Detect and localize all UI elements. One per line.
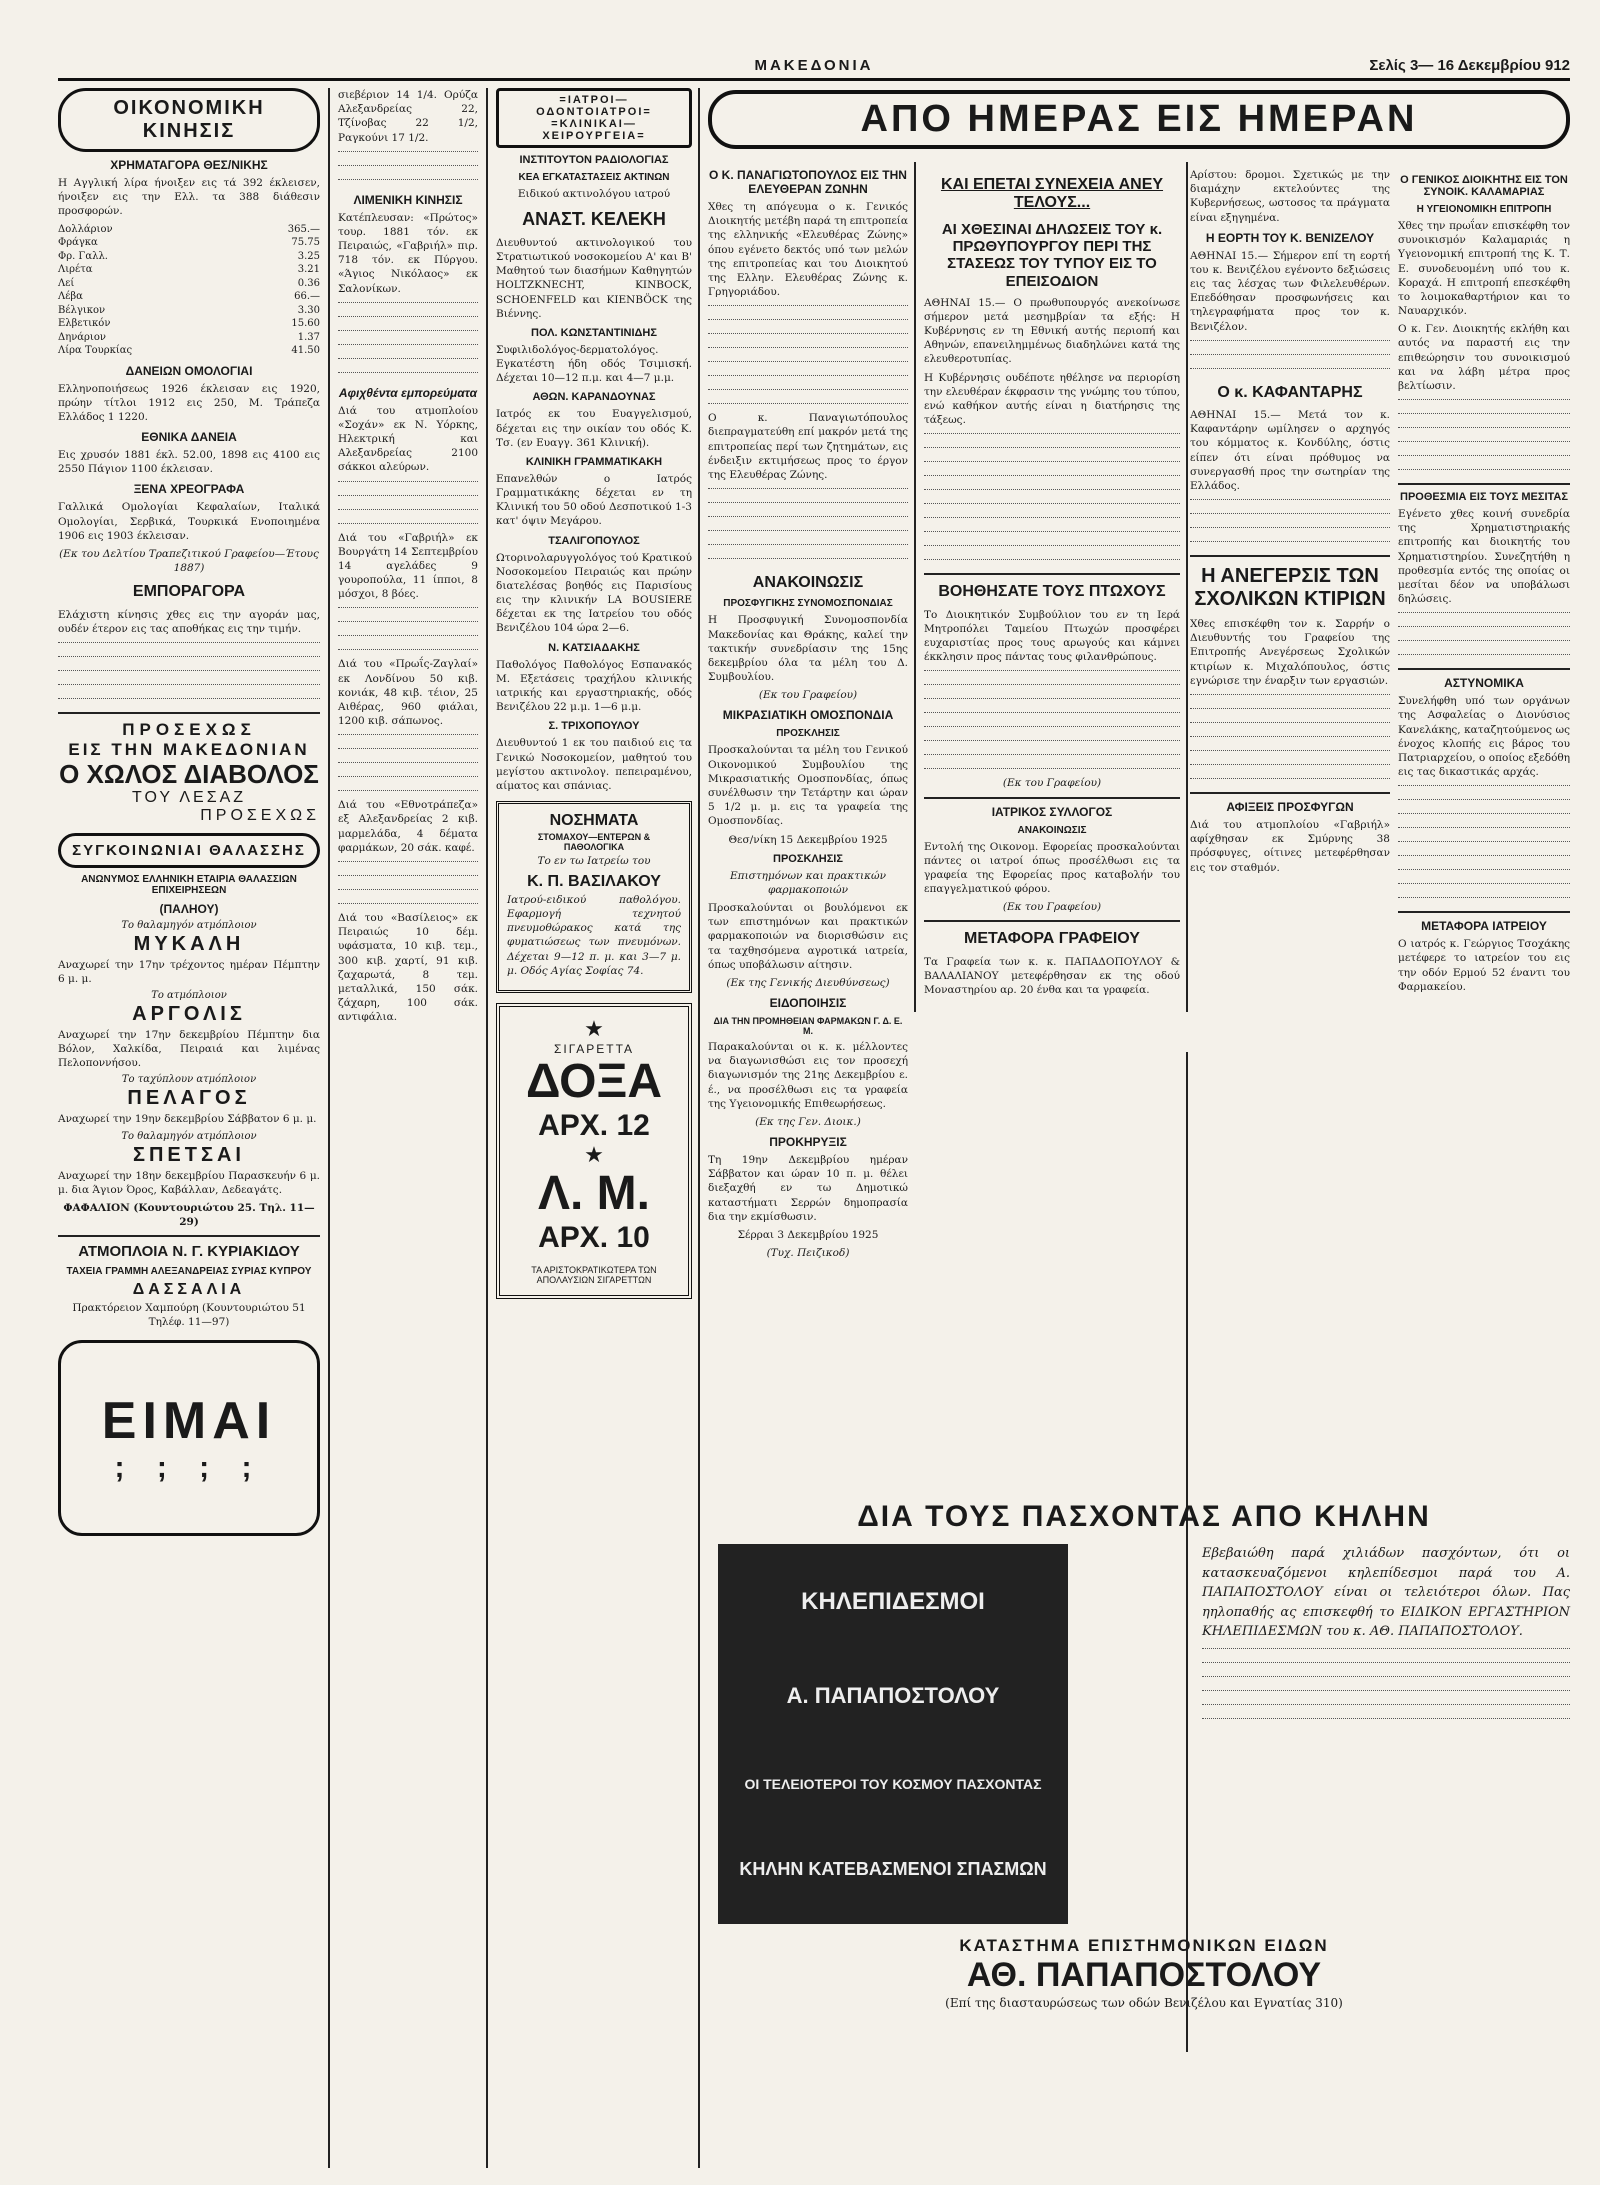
article-sign: (Εκ της Γεν. Διοικ.) [755, 1115, 861, 1128]
section-title: ΕΘΝΙΚΑ ΔΑΝΕΙΑ [141, 430, 237, 445]
doctor-text: Συφιλιδολόγος-δερματολόγος. Εγκατέστη ήδη οδός Τσιμισκή. Δέχεται 10—12 π.μ. και 4—7 μ.μ. [496, 343, 692, 385]
doctor-text: Ιατρός εκ του Ευαγγελισμού, δέχεται εις την οικίαν του οδός Κ. Τσ. (εν Ευαγγ. 361 Κλινική). [496, 408, 692, 449]
article-sign: (Εκ του Γραφείου) [1002, 901, 1102, 914]
section-text: Διά του «Βασίλειος» εκ Πειραιώς 10 δέμ. υφάσματα, 10 κιβ. τεμ., 300 κιβ. χαρτί, 91 κιβ. ζαχαρωτά, 8 τεμ. μεταλλικά, 150 σάκ. ζάχαρη, 100 σάκ. αντιφάλια. [338, 911, 478, 1024]
section-text: Ελάχιστη κίνησις χθες εις την αγοράν μας, ουδέν έτερον εις τας αποθήκας εις την τιμήν. [58, 608, 320, 635]
cig-price2: ΑΡΧ. 10 [538, 1220, 650, 1254]
shop-name: ΑΘ. ΠΑΠΑΠΟΣΤΟΛΟΥ [966, 1956, 1322, 1994]
article-title: ΜΙΚΡΑΣΙΑΤΙΚΗ ΟΜΟΣΠΟΝΔΙΑ [722, 708, 894, 723]
star-icon: ★ [584, 1142, 604, 1168]
section-text: Κατέπλευσαν: «Πρώτος» τουρ. 1881 τόν. εκ Πειραιώς, «Γαβριήλ» πιρ. 718 τόν. εκ Πύργου. «Άγιος Νικόλαος» εκ Σαλονίκων. [338, 211, 478, 295]
article-text: Διά του ατμοπλοίου «Γαβριήλ» αφίχθησαν εκ Σμύρνης 38 πρόσφυγες, οίτινες μετεφέρθησαν εις τον σταθμόν. [1190, 819, 1390, 874]
article-title: ΜΕΤΑΦΟΡΑ ΙΑΤΡΕΙΟΥ [1421, 919, 1547, 934]
article-sign: (Τυχ. Πειζικοδ) [766, 1247, 850, 1260]
text-filler [924, 670, 1180, 776]
section-title: ΕΜΠΟΡΑΓΟΡΑ [132, 583, 246, 601]
article-text: Ο ιατρός κ. Γεώργιος Τσοχάκης μετέφερε το ιατρείον του εις την οδόν Ερμού 52 έναντι του Φαρμακείου. [1398, 938, 1570, 993]
teaser-marks: ; ; ; ; [114, 1450, 264, 1484]
ship-lead: Το θαλαμηγόν ατμόπλοιον [121, 1130, 257, 1142]
text-filler [338, 151, 478, 187]
section-text: Διά του ατμοπλοίου «Σοχάν» εκ Ν. Υόρκης, Ηλεκτρική και Αλεξανδρείας 2100 σάκκοι αλεύρων. [338, 404, 478, 474]
text-filler [338, 861, 478, 911]
ship-text: Αναχωρεί την 18ην δεκεμβρίου Παρασκευήν 6 μ. μ. δια Άγιον Όρος, Καβάλλαν, Δεδεαγάτς. [58, 1169, 320, 1196]
text-filler [924, 433, 1180, 567]
doctor-name: ΑΘΩΝ. ΚΑΡΑΝΔΟΥΝΑΣ [532, 391, 656, 404]
ad-author: ΤΟΥ ΛΕΣΑΖ [131, 788, 247, 806]
section-text: Διά του «Εθνοτράπεζα» εξ Αλεξανδρείας 2 κιβ. μαρμελάδα, 4 δέματα φαρμάκων, 20 σάκ. καφέ. [338, 799, 478, 854]
ship-list [58, 920, 320, 1197]
teaser-word: ΕΙΜΑΙ [101, 1391, 277, 1450]
column-doctors [496, 88, 692, 1305]
ship-lead: Το ταχύπλουν ατμόπλοιον [121, 1074, 257, 1086]
quote-row [58, 331, 320, 345]
vas-title: ΝΟΣΗΜΑΤΑ [549, 812, 639, 830]
article-text: Η Προσφυγική Συνομοσπονδία Μακεδονίας και Θράκης, καλεί την τακτικήν συνεδρίασιν της 15ης δεκεμβρίου όλα τα μέλη του Δ. Συμβουλίου. [708, 614, 908, 684]
quote-row [58, 263, 320, 277]
doctor-text: Ωτορινολαρυγγολόγος τού Κρατικού Νοσοκομείου Πειραιώς και πρώην διατελέσας βοηθός εις Παρισίους εις την κλινικήν LA BOUSIERE δέχεται εκ της Ιατρείου του οδός Βενιζέλου 104 ώρα 2—6. [496, 551, 692, 635]
section-title: ΞΕΝΑ ΧΡΕΟΓΡΑΦΑ [133, 482, 245, 497]
article-text: Χθες τη απόγευμα ο κ. Γενικός Διοικητής μετέβη παρά τη επιτροπεία της ελληνικής «Ελευθέρας Ζώνης» όπου εγένετο δεκτός υπό των μελών της επιτροπείας και του Διοικητού της Ελλην. Ελευθέρας Ζώνης κ. Γρηγοριάδου. [708, 201, 908, 299]
article-title: ΑΝΑΚΟΙΝΩΣΙΣ [752, 574, 864, 592]
section-title: Αφιχθέντα εμπορεύματα [338, 385, 478, 400]
quote-name: Λίρα Τουρκίας [58, 345, 133, 357]
page-date: Σελίς 3— 16 Δεκεμβρίου 912 [1369, 56, 1570, 74]
section-text: Γαλλικά Ομολογίαι Κεφαλαίων, Ιταλικά Ομολογίαι, Σερβικά, Τουρκικά Ενοποιημένα 1906 εις 1903 έκλεισαν. [58, 501, 320, 542]
article-text: ΑΘΗΝΑΙ 15.— Μετά τον κ. Καφαντάρην ωμίλησεν ο αρχηγός του κόμματος κ. Κονδύλης, όστις είπεν ότι είναι πρόθυμος να συνεργασθή προς την σωτηρίαν της Ελλάδος. [1190, 409, 1390, 492]
text-filler [1202, 1648, 1570, 1726]
quote-value: 41.50 [291, 345, 320, 357]
doctor-entry [496, 327, 692, 386]
doctor-name: ΚΛΙΝΙΚΗ ΓΡΑΜΜΑΤΙΚΑΚΗ [525, 455, 663, 468]
vas-lead: Το εν τω Ιατρείω του [537, 855, 651, 868]
article-text: Εγένετο χθες κοινή συνεδρία της Χρηματιστηριακής επιτροπής και διοικητής του Χρηματιστηρίου. Συνεζητήθη η προθεσμία εντός της οποίας οι μεσίται δέον να υποβάλωσι δηλώσεις. [1398, 508, 1570, 606]
article-text: Προσκαλούνται τα μέλη του Γενικού Οικονομικού Συμβουλίου της Μικρασιατικής Ομοσπονδίας, όπως συνέλθωσιν την Τετάρτην και ώραν 5 1/2 μ. μ. εις τα γραφεία της Ομοσπονδίας. [708, 744, 908, 828]
text-filler [1398, 612, 1570, 662]
section-text: Εις χρυσόν 1881 έκλ. 52.00, 1898 εις 4100 εις 2550 Πάγιον 1100 έκλεισαν. [58, 449, 320, 476]
inst-name: ΑΝΑΣΤ. ΚΕΛΕΚΗ [522, 209, 666, 230]
lead-kicker: ΚΑΙ ΕΠΕΤΑΙ ΣΥΝΕΧΕΙΑ ΑΝΕΥ ΤΕΛΟΥΣ... [940, 176, 1164, 212]
section-text: Διά του «Πρωΐς-Ζαγλαί» εκ Λονδίνου 50 κιβ. κονιάκ, 48 κιβ. τέιον, 25 Αιθέρας, 960 φιάλαι, 1200 κιβ. σάπωνος. [338, 658, 478, 728]
inst-text: Διευθυντού ακτινολογικού του Στρατιωτικού νοσοκομείου Α' και Β' Μαθητού των διασήμων Καθηγητών HOLTZKNECHT, KINBOCK, SCHOENFELD και KIENBÖCK της Βιέννης. [496, 236, 692, 320]
column-right [1398, 168, 1570, 998]
hernia-banner: ΔΙΑ ΤΟΥΣ ΠΑΣΧΟΝΤΑΣ ΑΠΟ ΚΗΛΗΝ [857, 1500, 1431, 1533]
article-text: Χθες επισκέφθη τον κ. Σαρρήν ο Διευθυντής του Γραφείου της Επιτροπής Ανεγέρσεως Σχολικών κτιρίων κ. Μιχαλόπουλος, όστις εγνώρισε την έναρξιν των εργασιών. [1190, 618, 1390, 687]
quote-value: 0.36 [297, 277, 320, 289]
article-sub: ΠΡΟΣΚΛΗΣΙΣ [776, 728, 840, 740]
quote-row [58, 236, 320, 250]
doctor-text: Διευθυντού 1 εκ του παιδιού εις τα Γενικώ Νοσοκομείον, μαθητού του μεγίστου ακτινολογ. πεπειραμένου, αίματος και σπάνιας. [496, 737, 692, 792]
vas-sub: ΣΤΟΜΑΧΟΥ—ΕΝΤΕΡΩΝ & ΠΑΘΟΛΟΓΙΚΑ [537, 832, 651, 853]
text-filler [338, 734, 478, 798]
article-title: ΜΕΤΑΦΟΡΑ ΓΡΑΦΕΙΟΥ [964, 930, 1140, 948]
article-sub: Επιστημόνων και πρακτικών φαρμακοποιών [730, 869, 886, 896]
quote-name: Βέλγικον [58, 304, 106, 316]
doctor-entry [496, 720, 692, 793]
section-text: Ελληνοποιήσεως 1926 έκλεισαν εις 1920, πρώην τίτλοι 1912 εις 250, Μ. Τράπεζα Ελλάδος 1 1220. [58, 382, 320, 423]
sea-agent: ΦΑΦΑΛΙΟΝ (Κουντουριώτου 25. Τηλ. 11—29) [63, 1201, 315, 1229]
article-title: Ο ΓΕΝΙΚΟΣ ΔΙΟΙΚΗΤΗΣ ΕΙΣ ΤΟΝ ΣΥΝΟΙΚ. ΚΑΛΑΜΑΡΙΑΣ [1400, 174, 1568, 198]
kyriakides-sub: ΤΑΧΕΙΑ ΓΡΑΜΜΗ ΑΛΕΞΑΝΔΡΕΙΑΣ ΣΥΡΙΑΣ ΚΥΠΡΟΥ [66, 1266, 312, 1278]
hernia-text: Εβεβαιώθη παρά χιλιάδων πασχόντων, ότι οι κατασκευαζόμενοι κηλεπίδεσμοι παρά του Α. ΠΑΠΑΠΟΣΤΟΛΟΥ είναι οι τελειότεροι όλων. Πας ηηλοπαθής ας επισκεφθή το ΕΙΔΙΚΟΝ ΕΡΓΑΣΤΗΡΙΟΝ ΚΗΛΕΠΙΔΕΣΜΩΝ του κ. ΑΘ. ΠΑΠΑΠΟΣΤΟΛΟΥ. [1202, 1546, 1570, 1639]
cig-note: ΤΑ ΑΡΙΣΤΟΚΡΑΤΙΚΩΤΕΡΑ ΤΩΝ ΑΠΟΛΑΥΣΙΩΝ ΣΙΓΑΡΕΤΤΩΝ [531, 1264, 657, 1285]
text-filler [338, 302, 478, 380]
doxa-cigarette-ad [496, 1003, 692, 1299]
quote-value: 365.— [287, 223, 320, 235]
lead-text: Αρίστου: δρομοι. Σχετικώς με την διαμάχην εκτελούντες της Κυβερνήσεως, ωστοσος τα πράγματα είναι εξηγημένα. [1190, 169, 1390, 224]
column-news-a [708, 162, 908, 1264]
text-filler [1398, 785, 1570, 905]
ship-text: Αναχωρεί την 17ην δεκεμβρίου Πέμπτην δια Βόλον, Χαλκίδα, Πειραιά και λιμένας Πελοποννήσου. [58, 1028, 320, 1070]
doctor-text: Επανελθών ο Ιατρός Γραμματικάκης δέχεται εν τη Κλινική του 50 οδού Δεσποτικού 1-3 κατ' όψιν Μεγάρου. [496, 472, 692, 528]
doctor-list [496, 327, 692, 793]
article-sign: (Εκ του Γραφείου) [758, 689, 858, 702]
article-date: Σέρραι 3 Δεκεμβρίου 1925 [737, 1228, 879, 1241]
column-rule [1186, 162, 1188, 1012]
text-filler [338, 481, 478, 531]
ship-name: ΜΥΚΑΛΗ [133, 932, 245, 955]
article-title: ΠΡΟΘΕΣΜΙΑ ΕΙΣ ΤΟΥΣ ΜΕΣΙΤΑΣ [1400, 491, 1568, 504]
ship-entry [58, 1131, 320, 1197]
doctors-banner [496, 88, 692, 148]
quote-value: 1.37 [297, 331, 320, 343]
article-sub: ΠΡΟΣΦΥΓΙΚΗΣ ΣΥΝΟΜΟΣΠΟΝΔΙΑΣ [723, 598, 893, 610]
sea-company: ΑΝΩΝΥΜΟΣ ΕΛΛΗΝΙΚΗ ΕΤΑΙΡΙΑ ΘΑΛΑΣΣΙΩΝ ΕΠΙΧΕΙΡΗΣΕΩΝ [81, 873, 297, 896]
ship-text: Αναχωρεί την 19ην δεκεμβρίου Σάββατον 6 μ. μ. [58, 1113, 317, 1126]
quote-value: 3.25 [297, 250, 320, 262]
article-title: ΕΙΔΟΠΟΙΗΣΙΣ [769, 996, 847, 1011]
article-title: Ο κ. ΚΑΦΑΝΤΑΡΗΣ [1217, 383, 1363, 401]
lead-title: ΑΙ ΧΘΕΣΙΝΑΙ ΔΗΛΩΣΕΙΣ ΤΟΥ κ. ΠΡΩΘΥΠΟΥΡΓΟΥ ΠΕΡΙ ΤΗΣ ΣΤΑΣΕΩΣ ΤΟΥ ΤΥΠΟΥ ΕΙΣ ΤΟ ΕΠΕΙΣΟΔΙΟΝ [941, 220, 1163, 290]
doctor-entry [496, 391, 692, 450]
column-lead-cont [1190, 168, 1390, 879]
column-rule [914, 162, 916, 1012]
article-title: Η ΕΟΡΤΗ ΤΟΥ Κ. ΒΕΝΙΖΕΛΟΥ [1205, 230, 1375, 245]
doctor-entry [496, 456, 692, 529]
quote-name: Ελβετικόν [58, 318, 111, 330]
article-text: Εντολή της Οικονομ. Εφορείας προσκαλούνται πάντες οι ιατροί όπως προσέλθωσι εις τα γραφεία της Εφορείας προς καταβολήν του επαγγελματικού φόρου. [924, 840, 1180, 896]
quote-row [58, 250, 320, 264]
doctor-text: Παθολόγος Παθολόγος Εσπανακός Μ. Εξετάσεις τραχήλου κλινικής ιατρικής και εργαστηριακής, οδός Βενιζέλου 22 μ.μ. 1—6 μ.μ. [496, 658, 692, 714]
sea-company-sub: (ΠΑΛΗΟΥ) [159, 901, 219, 916]
quote-value: 3.21 [297, 264, 320, 276]
vas-name: Κ. Π. ΒΑΣΙΛΑΚΟΥ [527, 872, 661, 890]
ad-title: Ο ΧΩΛΟΣ ΔΙΑΒΟΛΟΣ [59, 758, 319, 789]
quote-value: 66.— [294, 291, 320, 303]
ad-img-brand: Α. ΠΑΠΑΠΟΣΤΟΛΟΥ [786, 1682, 1000, 1708]
kyriakides-agent: Πρακτόρειον Χαμπούρη (Κουντουριώτου 51 Τηλέφ. 11—97) [72, 1302, 306, 1329]
column-rule [698, 88, 700, 2168]
article-text: Προσκαλούνται οι βουλόμενοι εκ των επιστημόνων και πρακτικών φαρμακοποιών να διορισθώσιν εις τα ταχθησόμενα αγροτικά ιατρεία, όπως υποβάλωσιν αίτησιν. [708, 902, 908, 971]
ad-img-bottom: ΚΗΛΗΝ ΚΑΤΕΒΑΣΜΕΝΟΙ ΣΠΑΣΜΩΝ [739, 1859, 1047, 1880]
quote-name: Λέβα [58, 291, 83, 303]
article-title: ΑΦΙΞΕΙΣ ΠΡΟΣΦΥΓΩΝ [1226, 800, 1354, 814]
lead-text: Η Κυβέρνησις ουδέποτε ηθέλησε να περιορίση την ελευθέραν έκφρασιν της γνώμης του τύπου, ενώ καθήκον αυτής είναι η διατήρησις της τάξεως. [924, 371, 1180, 427]
currency-quotes [58, 223, 320, 358]
quote-row [58, 277, 320, 291]
quote-row [58, 344, 320, 358]
ship-entry [58, 990, 320, 1071]
quote-value: 75.75 [291, 237, 320, 249]
column-lead-story [924, 168, 1180, 1001]
section-title: ΔΑΝΕΙΩΝ ΟΜΟΛΟΓΙΑΙ [125, 363, 253, 378]
article-sign: (Εκ του Γραφείου) [1002, 777, 1102, 790]
article-sub: Η ΥΓΕΙΟΝΟΜΙΚΗ ΕΠΙΤΡΟΠΗ [1416, 204, 1552, 215]
doctor-name: ΤΣΑΛΙΓΟΠΟΥΛΟΣ [548, 534, 640, 547]
doctors-banner-line2: =ΚΛΙΝΙΚΑΙ—ΧΕΙΡΟΥΡΓΕΙΑ= [542, 118, 646, 142]
section-text: Διά του «Γαβριήλ» εκ Βουργάτη 14 Σεπτεμβρίου 14 αγελάδες 9 γουροπούλα, 11 ίπποι, 8 μόσχοι, 8 βόες. [338, 531, 478, 601]
article-sub: ΔΙΑ ΤΗΝ ΠΡΟΜΗΘΕΙΑΝ ΦΑΡΜΑΚΩΝ Γ. Δ. Ε. Μ. [713, 1016, 903, 1037]
inst-sub: ΚΕΑ ΕΓΚΑΤΑΣΤΑΣΕΙΣ ΑΚΤΙΝΩΝ [518, 172, 670, 183]
ship-text: Αναχωρεί την 17ην τρέχοντος ημέραν Πέμπτην 6 μ. μ. [58, 958, 320, 985]
ad-macedonia-line: ΕΙΣ ΤΗΝ ΜΑΚΕΔΟΝΙΑΝ [68, 739, 310, 759]
doctor-name: ΠΟΛ. ΚΩΝΣΤΑΝΤΙΝΙΔΗΣ [531, 326, 657, 339]
ship-lead: Το θαλαμηγόν ατμόπλοιον [121, 919, 257, 931]
article-date: Θεσ/νίκη 15 Δεκεμβρίου 1925 [728, 833, 888, 846]
ad-img-mid: ΟΙ ΤΕΛΕΙΟΤΕΡΟΙ ΤΟΥ ΚΟΣΜΟΥ ΠΑΣΧΟΝΤΑΣ [744, 1776, 1042, 1793]
cig-name2: Λ. Μ. [537, 1166, 650, 1220]
doctor-name: Σ. ΤΡΙΧΟΠΟΥΛΟΥ [548, 720, 640, 733]
quote-row [58, 223, 320, 237]
section-title: ΛΙΜΕΝΙΚΗ ΚΙΝΗΣΙΣ [353, 192, 463, 207]
doctor-entry [496, 535, 692, 636]
masthead [58, 52, 1570, 81]
quote-value: 15.60 [291, 318, 320, 330]
shop-line: ΚΑΤΑΣΤΗΜΑ ΕΠΙΣΤΗΜΟΝΙΚΩΝ ΕΙΔΩΝ [959, 1936, 1329, 1955]
ship-lead: Το ατμόπλοιον [151, 989, 227, 1001]
quote-name: Δηνάριον [58, 331, 106, 343]
quote-row [58, 304, 320, 318]
cig-name: ΔΟΞΑ [525, 1055, 663, 1108]
article-text: Παρακαλούνται οι κ. κ. μέλλοντες να διαγωνισθώσι εις τον προσεχή διαγωνισμόν της 21ης Δεκεμβρίου ε. έ., να προσέλθωσι εις τα γραφεία της Υγειονομικής Επιθεωρήσεως. [708, 1041, 908, 1110]
text-filler [338, 607, 478, 657]
text-filler [1190, 694, 1390, 786]
hernia-illustration [718, 1544, 1068, 1924]
text-filler [58, 642, 320, 706]
article-text: Το Διοικητικόν Συμβούλιον του εν τη Ιερά Μητροπόλει Ταμείου Πτωχών προσφέρει ευχαριστίας προς τους αρωγούς και κάμνει έκκλησιν προς πάντας τους φιλανθρώπους. [924, 608, 1180, 664]
section-text: Η Αγγλική λίρα ήνοιξεν εις τά 392 έκλεισεν, ήνοιξεν εις την Ελλ. τα 388 διάθεσιν προσφορών. [58, 177, 320, 218]
ad-prosexos-bottom: ΠΡΟΣΕΧΩΣ [200, 806, 320, 824]
article-text: Ο κ. Γεν. Διοικητής εκλήθη και αυτός να παραστή εις την επιθεώρησιν του συνοικισμού και να λάβη μέτρα προς βελτίωσιν. [1398, 323, 1570, 392]
ship-entry [58, 1074, 320, 1126]
quote-value: 3.30 [297, 304, 320, 316]
article-sign: (Εκ της Γενικής Διευθύνσεως) [726, 976, 890, 989]
source-note: (Εκ του Δελτίου Τραπεζιτικού Γραφείου—Έτους 1887) [59, 547, 319, 575]
text-filler [1190, 340, 1390, 376]
shop-addr: (Επί της διασταυρώσεως των οδών Βενιζέλου και Εγνατίας 310) [945, 1996, 1343, 2010]
article-text: Τα Γραφεία των κ. κ. ΠΑΠΑΔΟΠΟΥΛΟΥ & ΒΑΛΑΛΙΑΝΟΥ μετεφέρθησαν εκ της οδού Μοναστηρίου αρ. 20 ένθα και τα γραφεία. [924, 955, 1180, 997]
column-rule [486, 88, 488, 2168]
quote-name: Λιρέτα [58, 264, 93, 276]
vas-text: Ιατρού-ειδικού παθολόγου. Εφαρμογή τεχνητού πνευμοθώρακος κατά της φυματιώσεως των πνευμόνων. Δέχεται 9—12 π. μ. και 3—7 μ. μ. Οδός Αγίας Σοφίας 74. [507, 893, 681, 977]
vasilakou-ad [496, 801, 692, 993]
cig-label: ΣΙΓΑΡΕΤΤΑ [553, 1042, 635, 1056]
quote-name: Φράγκα [58, 237, 98, 249]
kyriakides-title: ΑΤΜΟΠΛΟΙΑ Ν. Γ. ΚΥΡΙΑΚΙΔΟΥ [78, 1243, 300, 1261]
doctor-name: Ν. ΚΑΤΣΙΑΔΑΚΗΣ [548, 641, 640, 654]
article-text: Τη 19ην Δεκεμβρίου ημέραν Σάββατον και ώραν 10 π. μ. θέλει διεξαχθή εν τω Δημοτικώ καταστήματι Σερρών δημοπρασία δια την εκμίσθωσιν. [708, 1154, 908, 1223]
column-news-main [708, 90, 1570, 149]
quote-name: Φρ. Γαλλ. [58, 250, 108, 262]
article-title: ΒΟΗΘΗΣΑΤΕ ΤΟΥΣ ΠΤΩΧΟΥΣ [938, 583, 1166, 601]
text-filler [1398, 399, 1570, 477]
hernia-ad [718, 1500, 1570, 2015]
article-text: ΑΘΗΝΑΙ 15.— Σήμερον επί τη εορτή του κ. Βενιζέλου εγένοντο δεξιώσεις εις τας λέσχας των Φιλελευθέρων. Επεδόθησαν προσφωνήσεις και τηλεγραφήματα προς τον κ. Βενιζέλον. [1190, 249, 1390, 333]
star-icon: ★ [584, 1017, 604, 1042]
ad-prosexos-top: ΠΡΟΣΕΧΩΣ [122, 719, 256, 739]
article-title: ΠΡΟΚΗΡΥΞΙΣ [769, 1135, 847, 1150]
ship-name: ΣΠΕΤΣΑΙ [132, 1143, 245, 1166]
article-title: ΑΣΤΥΝΟΜΙΚΑ [1444, 676, 1524, 691]
quote-name: Λεί [58, 277, 75, 289]
column-economics [58, 88, 320, 1536]
inst-sub2: Ειδικού ακτινολόγου ιατρού [517, 188, 671, 200]
lead-text: ΑΘΗΝΑΙ 15.— Ο πρωθυπουργός ανεκοίνωσε σήμερον μετά μεσημβρίαν τα εξής: Η Κυβέρνησις εν τη Εθνική αυτής περιοπή και Αθηνών, επανειλημμένως διαδηλώνει κατά της ελευθεροτυπίας. [924, 296, 1180, 366]
article-text: Ο κ. Παναγιωτόπουλος διεπραγματεύθη επί μακρόν μετά της επιτροπείας περί των ζητημάτων, εις ένδειξιν εκτιμήσεως προς το έργον της Ελευθέρας Ζώνης. [708, 412, 908, 481]
ship-name: ΑΡΓΟΛΙΣ [132, 1002, 246, 1025]
quote-row [58, 317, 320, 331]
paper-name: ΜΑΚΕΔΟΝΙΑ [754, 56, 874, 74]
cig-price1: ΑΡΧ. 12 [538, 1108, 650, 1142]
article-text: Συνελήφθη υπό των οργάνων της Ασφαλείας ο Διονύσιος Κανελάκης, καταζητούμενος ως ένοχος κλοπής εις βάρος του Πατριαρχείου, ο οποίος εξεδόθη εις τας δικαστικάς αρχάς. [1398, 695, 1570, 779]
text-filler [708, 488, 908, 566]
teaser-ad [58, 1340, 320, 1536]
article-title: Ο Κ. ΠΑΝΑΓΙΩΤΟΠΟΥΛΟΣ ΕΙΣ ΤΗΝ ΕΛΕΥΘΕΡΑΝ ΖΩΝΗΝ [709, 168, 907, 196]
day-to-day-banner: ΑΠΟ ΗΜΕΡΑΣ ΕΙΣ ΗΜΕΡΑΝ [708, 90, 1570, 149]
ad-img-top: ΚΗΛΕΠΙΔΕΣΜΟΙ [801, 1587, 985, 1615]
text-filler [1190, 499, 1390, 549]
article-sub: ΑΝΑΚΟΙΝΩΣΙΣ [1017, 824, 1087, 836]
article-title: Η ΑΝΕΓΕΡΣΙΣ ΤΩΝ ΣΧΟΛΙΚΩΝ ΚΤΙΡΙΩΝ [1194, 565, 1386, 611]
column-port [338, 88, 478, 1028]
article-title: ΠΡΟΣΚΛΗΣΙΣ [773, 852, 843, 865]
quote-row [58, 290, 320, 304]
economics-banner: ΟΙΚΟΝΟΜΙΚΗ ΚΙΝΗΣΙΣ [58, 88, 320, 152]
hernia-text-block [1082, 1544, 1570, 1924]
column-rule [328, 88, 330, 2168]
quote-name: Δολλάριον [58, 223, 113, 235]
doctor-entry [496, 642, 692, 715]
newspaper-page [58, 52, 1570, 2152]
article-title: ΙΑΤΡΙΚΟΣ ΣΥΛΛΟΓΟΣ [991, 804, 1113, 819]
kyriakides-ship: ΔΑΣΣΑΛΙΑ [132, 1281, 246, 1299]
doctors-banner-line1: =ΙΑΤΡΟΙ—ΟΔΟΝΤΟΙΑΤΡΟΙ= [536, 94, 652, 118]
article-text: Χθες την πρωΐαν επισκέφθη τον συνοικισμόν Καλαμαριάς η Υγειονομική επιτροπή της Κ. Τ. Ε. συνοδευομένη υπό του κ. Κοραχά. Η επιτροπή επεσκέφθη το λοιμοκαθαρτήριον και το Ναυαρχικόν. [1398, 220, 1570, 318]
text-filler [708, 305, 908, 411]
sea-banner: ΣΥΓΚΟΙΝΩΝΙΑΙ ΘΑΛΑΣΣΗΣ [58, 833, 320, 868]
section-text: σιεβέριον 14 1/4. Ορύζα Αλεξανδρείας 22, Τζίνοβας 22 1/2, Ραγκούνι 17 1/2. [338, 89, 478, 144]
section-title: ΧΡΗΜΑΤΑΓΟΡΑ ΘΕΣ/ΝΙΚΗΣ [110, 158, 268, 172]
ship-name: ΠΕΛΑΓΟΣ [127, 1087, 251, 1110]
inst-title: ΙΝΣΤΙΤΟΥΤΟΝ ΡΑΔΙΟΛΟΓΙΑΣ [519, 154, 669, 166]
ship-entry [58, 920, 320, 986]
